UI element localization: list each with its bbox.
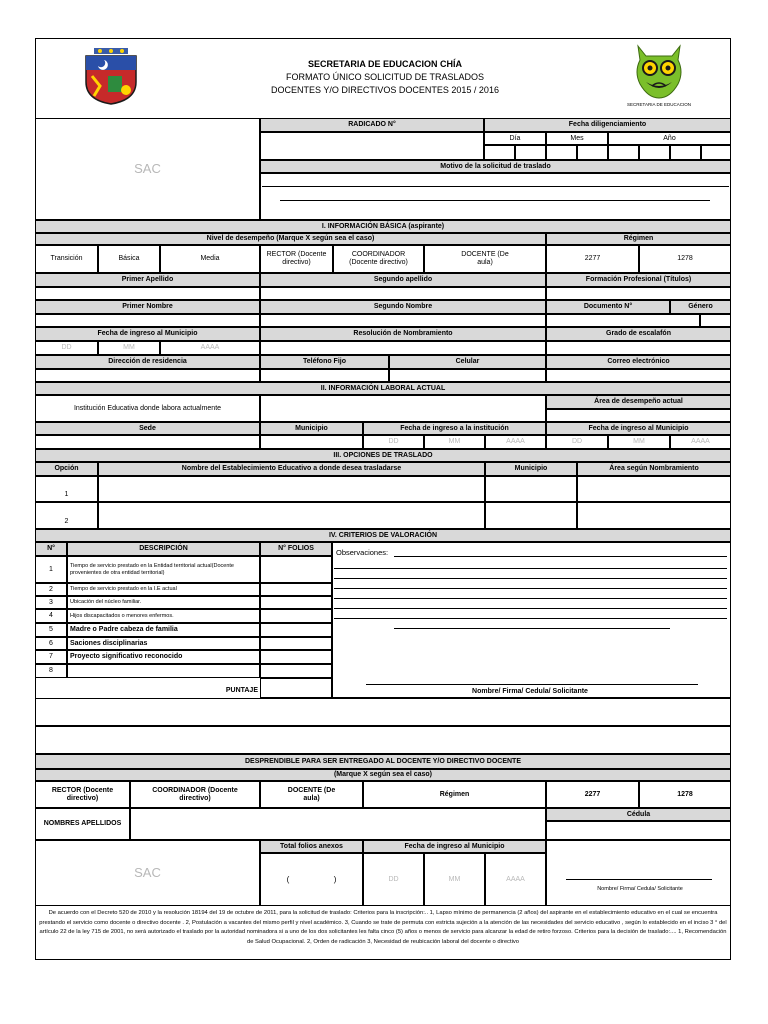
blank-row-1	[35, 698, 731, 726]
criterio-folios-4[interactable]	[260, 609, 332, 623]
area-nombramiento-header: Área según Nombramiento	[577, 462, 731, 476]
mes-input-1[interactable]	[546, 145, 577, 160]
desp-firma-line	[566, 879, 712, 880]
opcion-number-1: 1	[35, 476, 98, 502]
observaciones-box[interactable]	[332, 542, 731, 698]
criterio-n-7: 7	[35, 650, 67, 664]
obs-line-7	[334, 618, 727, 619]
desp-cedula-label: Cédula	[546, 808, 731, 821]
nombre-establecimiento-header: Nombre del Establecimiento Educativo a donde desea trasladarse	[98, 462, 485, 476]
sede-label: Sede	[35, 422, 260, 435]
grado-input[interactable]	[546, 341, 731, 355]
mes-input-2[interactable]	[577, 145, 608, 160]
desp-nombres-label: NOMBRES APELLIDOS	[35, 808, 130, 840]
ingreso-mm-input[interactable]: MM	[98, 341, 160, 355]
primer-nombre-input[interactable]	[35, 314, 260, 327]
nivel-coordinador[interactable]: COORDINADOR (Docente directivo)	[333, 245, 424, 273]
criterio-folios-6[interactable]	[260, 637, 332, 650]
telefono-input[interactable]	[260, 369, 389, 382]
header-title-2: FORMATO ÚNICO SOLICITUD DE TRASLADOS	[285, 72, 485, 82]
dia-input-2[interactable]	[515, 145, 546, 160]
municipio-dd-input[interactable]: DD	[546, 435, 608, 449]
criterio-n-2: 2	[35, 583, 67, 596]
ano-input-1[interactable]	[608, 145, 639, 160]
fecha-ingreso-municipio-2-label: Fecha de ingreso al Municipio	[546, 422, 731, 435]
criterio-folios-8[interactable]	[260, 664, 332, 678]
criterio-desc-4: Hijos discapacitados o menores enfermos.	[67, 609, 260, 623]
area-actual-input[interactable]	[546, 409, 731, 422]
owl-logo-caption: SECRETARIA DE EDUCACION	[627, 102, 691, 107]
motivo-line-2	[280, 200, 710, 201]
puntaje-label: PUNTAJE	[35, 684, 260, 698]
municipio-aaaa-input[interactable]: AAAA	[670, 435, 731, 449]
criterio-folios-2[interactable]	[260, 583, 332, 596]
municipio-actual-label: Municipio	[260, 422, 363, 435]
documento-input[interactable]	[546, 314, 700, 327]
criterio-n-4: 4	[35, 609, 67, 623]
motivo-input[interactable]	[260, 173, 731, 220]
ingreso-aaaa-input[interactable]: AAAA	[160, 341, 260, 355]
regimen-1278[interactable]: 1278	[639, 245, 731, 273]
motivo-line-1	[262, 186, 729, 187]
institucion-mm-input[interactable]: MM	[424, 435, 485, 449]
desp-aaaa-input[interactable]: AAAA	[485, 853, 546, 906]
puntaje-input[interactable]	[260, 678, 332, 698]
municipio-mm-input[interactable]: MM	[608, 435, 670, 449]
opcion-2-area-input[interactable]	[577, 502, 731, 529]
sede-input[interactable]	[35, 435, 260, 449]
opcion-2-establecimiento-input[interactable]	[98, 502, 485, 529]
desp-1278[interactable]: 1278	[639, 781, 731, 808]
section2-title: II. INFORMACIÓN LABORAL ACTUAL	[35, 382, 731, 395]
criterio-desc-8	[67, 664, 260, 678]
primer-apellido-input[interactable]	[35, 287, 260, 300]
criterio-desc-5: Madre o Padre cabeza de familia	[67, 623, 260, 637]
desprendible-title: DESPRENDIBLE PARA SER ENTREGADO AL DOCENTE Y/O DIRECTIVO DOCENTE	[35, 754, 731, 769]
nivel-basica[interactable]: Básica	[98, 245, 160, 273]
criterio-folios-1[interactable]	[260, 556, 332, 583]
opcion-header: Opción	[35, 462, 98, 476]
formacion-input[interactable]	[546, 287, 731, 300]
desprendible-marque: (Marque X según sea el caso)	[35, 769, 731, 781]
ano-input-4[interactable]	[701, 145, 731, 160]
criterio-n-6: 6	[35, 637, 67, 650]
nivel-label: Nivel de desempeño (Marque X según sea el caso)	[35, 233, 546, 245]
opcion-1-area-input[interactable]	[577, 476, 731, 502]
desp-mm-input[interactable]: MM	[424, 853, 485, 906]
fecha-ingreso-institucion-label: Fecha de ingreso a la institución	[363, 422, 546, 435]
criterio-folios-header: N° FOLIOS	[260, 542, 332, 556]
genero-input[interactable]	[700, 314, 731, 327]
genero-label: Género	[670, 300, 731, 314]
direccion-label: Dirección de residencia	[35, 355, 260, 369]
desp-regimen: Régimen	[363, 781, 546, 808]
dia-label: Día	[484, 132, 546, 145]
municipio-actual-input[interactable]	[260, 435, 363, 449]
opcion-2-municipio-input[interactable]	[485, 502, 577, 529]
criterio-n-1: 1	[35, 556, 67, 583]
resolucion-label: Resolución de Nombramiento	[260, 327, 546, 341]
documento-label: Documento N°	[546, 300, 670, 314]
institucion-label: Institución Educativa donde labora actualmente	[35, 395, 260, 422]
institucion-dd-input[interactable]: DD	[363, 435, 424, 449]
fecha-ingreso-municipio-label: Fecha de ingreso al Municipio	[35, 327, 260, 341]
ano-input-3[interactable]	[670, 145, 701, 160]
desp-total-folios-label: Total folios anexos	[260, 840, 363, 853]
opcion-1-establecimiento-input[interactable]	[98, 476, 485, 502]
desp-total-folios-input[interactable]: ( )	[260, 853, 363, 906]
celular-label: Celular	[389, 355, 546, 369]
criterio-n-8: 8	[35, 664, 67, 678]
criterio-folios-5[interactable]	[260, 623, 332, 637]
telefono-label: Teléfono Fijo	[260, 355, 389, 369]
regimen-2277[interactable]: 2277	[546, 245, 639, 273]
mes-label: Mes	[546, 132, 608, 145]
desp-cedula-input[interactable]	[546, 821, 731, 840]
legal-footnote: De acuerdo con el Decreto 520 de 2010 y la resolución 18194 del 19 de octubre de 2011, para la solicitud de traslado: Criterios para la inscripción:.. 1, Lapso mínimo de permanencia (2 años) del aspirante en el establecimiento educativo en el cual se encuentra prestando el servicio como docente o directivo docente . 2, Postulación a vacantes del mismo perfil y nivel académico. 3, Cuando se trate de permuta con estricta sujeción a la atención de las necesidades del servicio educativo , según lo establecido en el inciso 3 ° del artículo 22 de la ley 715 de 2001, no será autorizado el traslado por la autoridad nominadora si a uno de los dos solicitantes les falta cinco (5) años o menos de servicio para alcanzar la edad de retiro forzoso. Criterios para la decisión de traslado:.... 1, Recomendación de Salud Ocupacional. 2, Orden de radicación 3, Necesidad de reubicación laboral del docente o directivo	[39, 910, 727, 945]
nivel-transicion[interactable]: Transición	[35, 245, 98, 273]
dia-input-1[interactable]	[484, 145, 515, 160]
sac-box: SAC	[35, 118, 260, 220]
institucion-aaaa-input[interactable]: AAAA	[485, 435, 546, 449]
criterio-desc-7: Proyecto significativo reconocido	[67, 650, 260, 664]
criterio-descripcion-header: DESCRIPCIÓN	[67, 542, 260, 556]
criterio-folios-7[interactable]	[260, 650, 332, 664]
radicado-input[interactable]	[260, 132, 484, 160]
celular-input[interactable]	[389, 369, 546, 382]
segundo-nombre-label: Segundo Nombre	[260, 300, 546, 314]
secretaria-owl-logo	[628, 42, 690, 110]
desp-docente[interactable]: DOCENTE (De aula)	[260, 781, 363, 808]
section1-title: I. INFORMACIÓN BÁSICA (aspirante)	[35, 220, 731, 233]
observaciones-label: Observaciones:	[336, 548, 389, 557]
criterio-folios-3[interactable]	[260, 596, 332, 609]
opcion-number-2: 2	[35, 502, 98, 529]
desp-2277[interactable]: 2277	[546, 781, 639, 808]
grado-label: Grado de escalafón	[546, 327, 731, 341]
desp-firma-box[interactable]	[546, 840, 731, 906]
desp-rector[interactable]: RECTOR (Docente directivo)	[35, 781, 130, 808]
segundo-nombre-input[interactable]	[260, 314, 546, 327]
resolucion-input[interactable]	[260, 341, 546, 355]
obs-line-5	[334, 598, 727, 599]
criterio-desc-1: Tiempo de servicio prestado en la Entidad territorial actual(Docente provenientes de otra entidad territorial)	[67, 556, 260, 583]
firma-line	[366, 684, 698, 685]
radicado-label: RADICADO N°	[260, 118, 484, 132]
segundo-apellido-label: Segundo apellido	[260, 273, 546, 287]
blank-row-2	[35, 726, 731, 754]
section4-title: IV. CRITERIOS DE VALORACIÓN	[35, 529, 731, 542]
desp-firma-label: Nombre/ Firma/ Cedula/ Solicitante	[597, 885, 683, 892]
header-title-1: SECRETARIA DE EDUCACION CHÍA	[307, 59, 462, 69]
obs-line-2	[334, 568, 727, 569]
header-title-3: DOCENTES Y/O DIRECTIVOS DOCENTES 2015 / 2016	[271, 85, 499, 95]
area-actual-label: Área de desempeño actual	[546, 395, 731, 409]
criterio-n-header: N°	[35, 542, 67, 556]
firma-solicitante-label: Nombre/ Firma/ Cedula/ Solicitante	[472, 688, 588, 695]
institucion-input[interactable]	[260, 395, 546, 422]
desp-nombres-input[interactable]	[130, 808, 546, 840]
obs-line-1	[394, 556, 727, 557]
municipal-coat-of-arms-logo	[80, 46, 142, 106]
municipio-traslado-header: Municipio	[485, 462, 577, 476]
nivel-rector[interactable]: RECTOR (Docente directivo)	[260, 245, 333, 273]
ano-input-2[interactable]	[639, 145, 670, 160]
criterio-desc-6: Saciones disciplinarias	[67, 637, 260, 650]
obs-line-8	[394, 628, 670, 629]
criterio-n-5: 5	[35, 623, 67, 637]
formacion-label: Formación Profesional (Títulos)	[546, 273, 731, 287]
primer-nombre-label: Primer Nombre	[35, 300, 260, 314]
obs-line-4	[334, 588, 727, 589]
obs-line-3	[334, 578, 727, 579]
ingreso-dd-input[interactable]: DD	[35, 341, 98, 355]
desp-fecha-ingreso-label: Fecha de ingreso al Municipio	[363, 840, 546, 853]
ano-label: Año	[608, 132, 731, 145]
primer-apellido-label: Primer Apellido	[35, 273, 260, 287]
obs-line-6	[334, 608, 727, 609]
criterio-desc-3: Ubicación del núcleo familiar.	[67, 596, 260, 609]
correo-input[interactable]	[546, 369, 731, 382]
segundo-apellido-input[interactable]	[260, 287, 546, 300]
opcion-1-municipio-input[interactable]	[485, 476, 577, 502]
section3-title: III. OPCIONES DE TRASLADO	[35, 449, 731, 462]
nivel-media[interactable]: Media	[160, 245, 260, 273]
motivo-label: Motivo de la solicitud de traslado	[260, 160, 731, 173]
fecha-diligenciamiento-label: Fecha diligenciamiento	[484, 118, 731, 132]
correo-label: Correo electrónico	[546, 355, 731, 369]
direccion-input[interactable]	[35, 369, 260, 382]
desp-dd-input[interactable]: DD	[363, 853, 424, 906]
nivel-docente[interactable]: DOCENTE (De aula)	[424, 245, 546, 273]
desp-sac-box: SAC	[35, 840, 260, 906]
regimen-label: Régimen	[546, 233, 731, 245]
criterio-n-3: 3	[35, 596, 67, 609]
criterio-desc-2: Tiempo de servicio prestado en la I.E actual	[67, 583, 260, 596]
desp-coordinador[interactable]: COORDINADOR (Docente directivo)	[130, 781, 260, 808]
